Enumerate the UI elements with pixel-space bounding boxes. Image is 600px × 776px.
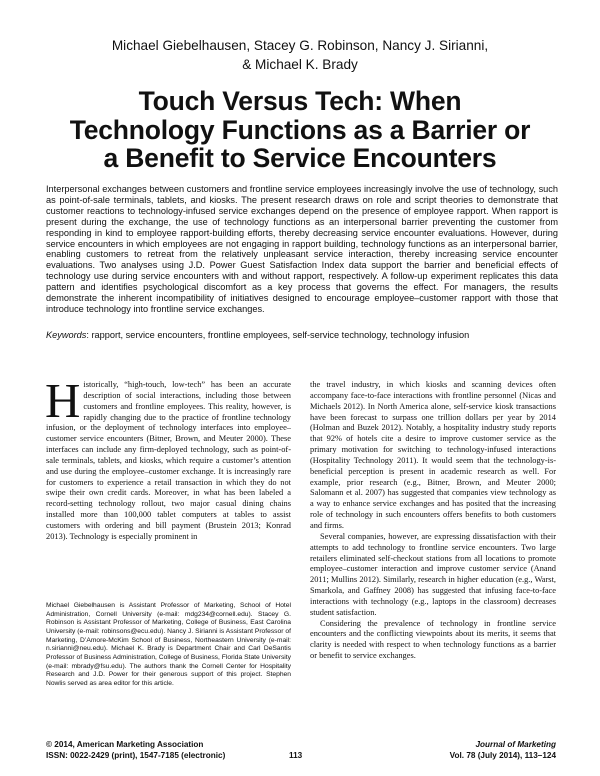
- volume-info: Vol. 78 (July 2014), 113–124: [449, 751, 556, 760]
- body-paragraph: Several companies, however, are expressing dissatisfaction with their attempts to add technology to frontline service encounters. Two large retailers eliminated self-checkout stations from all locations to promote employee–customer interaction and improve customer service (Anand 2011; Mullins 2012). Similarly, research in higher education (e.g., Warst, Smarkola, and Gaffney 2008) has suggested that infusing face-to-face interactions with technology (e.g., laptops in the classroom) decreases student satisfaction.: [310, 531, 556, 617]
- title-line-2: Technology Functions as a Barrier or: [69, 114, 531, 145]
- authors-line-2: & Michael K. Brady: [242, 57, 358, 72]
- footer-publisher: [46, 739, 225, 761]
- author-list: [0, 36, 600, 74]
- title-line-3: a Benefit to Service Encounters: [103, 143, 497, 173]
- article-title: [0, 87, 600, 173]
- body-paragraph: the travel industry, in which kiosks and scanning devices often accompany face-to-face interactions with frontline personnel (Nicas and Michaels 2012). In North America alone, self-service kiosk transactions have been forecast to surpass one trillion dollars per year by 2014 (Holman and Buzek 2012). Notably, a hospitality industry study reports that 92% of hotels cite a desire to improve customer service as the primary motivation for switching to technology-infused interactions (Hospitality Technology 2011). It would seem that the technology-is-beneficial perception is present in academic research as well. For example, prior research (e.g., Bitner, Brown, and Meuter 2000; Salomann et al. 2007) has suggested that companies view technology as a way to enhance service exchanges and has posited that the increasing role of technology in such encounters offers benefits to both customers and firms.: [310, 380, 556, 530]
- drop-cap: H: [45, 373, 81, 428]
- issn: ISSN: 0022-2429 (print), 1547-7185 (electronic): [46, 751, 226, 760]
- body-paragraph-text: istorically, “high-touch, low-tech” has been an accurate description of social interactions, including those between customers and frontline employees. This reality, however, is rapidly changing due to the practice of frontline technology infusion, or the deployment of technology interfaces into employee–customer service encounters (Bitner, Brown, and Meuter 2000). These interfaces can include any firm-deployed technology, such as point-of-sale terminals, tablets, and kiosks, which require a customer’s attention and use during the employee–customer exchange. It is increasingly rare for customers to experience a retail transaction in which they do not swipe their own credit cards. Moreover, in what has been labeled a record-setting technology rollout, two major casual dining chains installed more than 100,000 tablet computers at tables to assist customers with ordering and bill payment (Brustein 2013; Konrad 2013). Technology is especially prominent in: [46, 380, 291, 541]
- abstract: [46, 184, 558, 315]
- author-footnote: [46, 602, 291, 689]
- copyright-notice: © 2014, American Marketing Association: [46, 740, 204, 749]
- title-line-1: Touch Versus Tech: When: [138, 86, 462, 116]
- keywords-text: : rapport, service encounters, frontline employees, self-service technology, technology infusion: [86, 330, 470, 340]
- body-column-left: [45, 373, 291, 543]
- body-paragraph: [45, 373, 291, 543]
- page-number: 113: [289, 751, 303, 760]
- keywords: [46, 330, 558, 341]
- footnote-text: Michael Giebelhausen is Assistant Professor of Marketing, School of Hotel Administration, Cornell University (e-mail: mdg234@cornell.edu). Stacey G. Robinson is Assistant Professor of Marketing, College of Business, East Carolina University (e-mail: robinsons@ecu.edu). Nancy J. Sirianni is Assistant Professor of Marketing, D’Amore-McKim School of Business, Northeastern University (e-mail: n.sirianni@neu.edu). Michael K. Brady is Department Chair and Carl DeSantis Professor of Business Administration, College of Business, Florida State University (e-mail: mbrady@fsu.edu). The authors thank the Cornell Center for Hospitality Research and J.D. Power for their generous support of this project. Stephen Nowlis served as area editor for this article.: [46, 602, 291, 687]
- abstract-text: Interpersonal exchanges between customers and frontline service employees increasingly involve the use of technology, such as point-of-sale terminals, tablets, and kiosks. The present research draws on role and script theories to demonstrate that customer reactions to technology-infused service exchanges depend on the presence of employee rapport. When rapport is present during the exchange, the use of technology functions as an interpersonal barrier preventing the customer from responding in kind to employee rapport-building efforts, thereby decreasing service encounter evaluations. However, during service encounters in which employees are not engaging in rapport building, technology functions as an interpersonal barrier, enabling customers to retreat from the relatively unpleasant service interaction, thereby increasing service encounter evaluations. Two analyses using J.D. Power Guest Satisfaction Index data support the barrier and beneficial effects of technology use during service encounters with and without rapport, respectively. A follow-up experiment replicates this data pattern and identifies psychological discomfort as a key process that governs the effect. For managers, the results demonstrate the inherent incompatibility of initiatives designed to encourage employee–customer rapport with those that introduce technology into frontline service exchanges.: [46, 184, 558, 314]
- footer-journal: [450, 739, 556, 761]
- body-paragraph: Considering the prevalence of technology in frontline service encounters and the conflicting viewpoints about its merits, it seems that clarity is needed with respect to when technology functions as a barrier or benefit to service exchanges.: [310, 618, 556, 661]
- body-column-right: [310, 380, 556, 662]
- journal-name: Journal of Marketing: [475, 740, 556, 749]
- page-footer: [46, 739, 556, 765]
- keywords-label: Keywords: [46, 330, 87, 340]
- authors-line-1: Michael Giebelhausen, Stacey G. Robinson, Nancy J. Sirianni,: [111, 38, 489, 53]
